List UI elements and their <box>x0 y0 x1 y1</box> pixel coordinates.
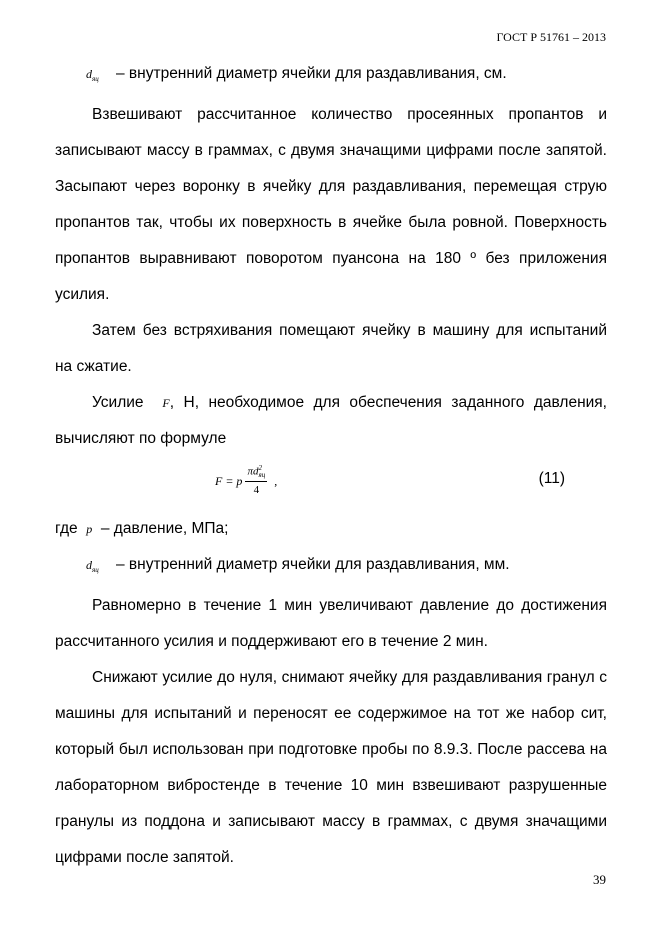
formula-lhs: F = p <box>215 473 243 488</box>
formula-comma: , <box>274 473 278 488</box>
formula-11 <box>55 459 607 511</box>
definition-d-cell-cm <box>55 56 607 97</box>
definition-text: – внутренний диаметр ячейки для раздавливания, мм. <box>116 556 510 573</box>
paragraph-force-intro: Усилие F, Н, необходимое для обеспечения заданного давления, вычисляют по формуле <box>55 394 607 447</box>
paragraph-placing-cell: Затем без встряхивания помещают ячейку в машину для испытаний на сжатие. <box>55 322 607 375</box>
formula-expression <box>215 465 277 496</box>
symbol-p: p <box>86 522 93 536</box>
symbol-subscript: яц <box>92 75 99 83</box>
equation-number: (11) <box>538 470 565 487</box>
formula-fraction <box>245 465 267 496</box>
page-body <box>55 56 607 876</box>
paragraph-unloading: Снижают усилие до нуля, снимают ячейку для раздавливания гранул с машины для испытаний и переносят ее содержимое на тот же набор сит, который был использован при подготовке пробы по 8.9.3. После рассева на лабораторном вибростенде в течение 10 мин взвешивают разрушенные гранулы из поддона и записывают массу в граммах, с двумя значащими цифрами после запятой. <box>55 669 607 866</box>
formula-numerator: πd 2 яц <box>245 465 267 482</box>
paragraph-loading: Равномерно в течение 1 мин увеличивают давление до достижения рассчитанного усилия и поддерживают его в течение 2 мин. <box>55 597 607 650</box>
symbol-subscript: яц <box>92 566 99 574</box>
page-number: 39 <box>593 872 606 887</box>
symbol-d: $d_{яц}$ <box>86 558 99 574</box>
document-header: ГОСТ Р 51761 – 2013 <box>496 30 606 44</box>
symbol-F: F <box>162 396 170 410</box>
definition-text: – внутренний диаметр ячейки для раздавливания, см. <box>116 65 507 82</box>
where-clause: где p – давление, МПа; <box>55 520 229 537</box>
definition-d-cell-mm <box>55 547 607 588</box>
symbol-d: $d_{яц}$ <box>86 67 99 83</box>
formula-denominator: 4 <box>253 484 260 496</box>
paragraph-weighing: Взвешивают рассчитанное количество просеянных пропантов и записывают массу в граммах, с двумя значащими цифрами после запятой. Засыпают через воронку в ячейку для раздавливания, перемещая струю пропантов так, чтобы их поверхность в ячейке была ровной. Поверхность пропантов выравнивают поворотом пуансона на 180 º без приложения усилия. <box>55 106 607 303</box>
